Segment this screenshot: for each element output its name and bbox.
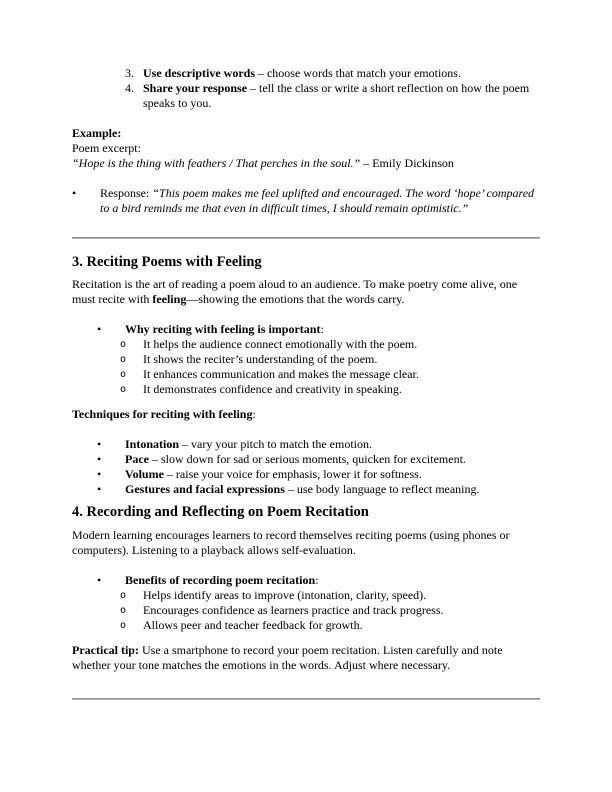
- numbered-item-text: [143, 66, 540, 81]
- techniques-rest: :: [252, 407, 256, 421]
- list-item: [97, 452, 540, 467]
- sub-item-text: Encourages confidence as learners practice and track progress.: [143, 603, 444, 617]
- item-rest: – choose words that match your emotions.: [254, 66, 461, 80]
- why-bold: Why reciting with feeling is important: [125, 322, 321, 336]
- sub-item-text: Helps identify areas to improve (intonation, clarity, speed).: [143, 588, 427, 602]
- sub-list-item: [120, 352, 540, 367]
- sub-item-text: Allows peer and teacher feedback for growth.: [143, 618, 363, 632]
- technique-bold: Pace: [125, 452, 149, 466]
- technique-rest: – slow down for sad or serious moments, quicken for excitement.: [148, 452, 466, 466]
- technique-bold: Volume: [125, 467, 164, 481]
- technique-rest: – vary your pitch to match the emotion.: [179, 437, 372, 451]
- horizontal-rule: [72, 237, 540, 239]
- disc-bullet-icon: •: [97, 437, 102, 451]
- list-item: [97, 437, 540, 452]
- example-label: [72, 126, 540, 141]
- disc-bullet-icon: •: [97, 452, 102, 466]
- circle-bullet-icon: o: [120, 369, 127, 380]
- list-item-text: [125, 467, 540, 482]
- response-label: Response:: [100, 186, 153, 200]
- section-3-intro: [72, 277, 540, 307]
- list-item-text: [125, 482, 540, 497]
- technique-rest: – use body language to reflect meaning.: [284, 482, 480, 496]
- section-4-intro: Modern learning encourages learners to record themselves reciting poems (using phones or computers). Listening to a playback allows self-evaluation.: [72, 528, 510, 557]
- intro-text: Recitation is the art of reading a poem aloud to an audience. To make poetry come alive, one must recite with: [72, 277, 518, 306]
- response-quote: “This poem makes me feel uplifted and encouraged. The word ‘hope’ compared to a bird reminds me that even in difficult times, I should remain optimistic.”: [100, 186, 535, 215]
- disc-bullet-icon: •: [97, 573, 102, 587]
- horizontal-rule: [72, 698, 540, 700]
- why-list: [72, 322, 540, 397]
- sub-item-text: It demonstrates confidence and creativity in speaking.: [143, 382, 402, 396]
- section-4-heading: 4. Recording and Reflecting on Poem Recitation: [72, 504, 369, 520]
- circle-bullet-icon: o: [120, 354, 127, 365]
- disc-bullet-icon: •: [97, 482, 102, 496]
- sub-item-text: It enhances communication and makes the message clear.: [143, 367, 419, 381]
- technique-bold: Intonation: [125, 437, 180, 451]
- list-item: [97, 322, 540, 337]
- list-item-text: [125, 573, 540, 588]
- tip-bold: Practical tip:: [72, 643, 139, 657]
- list-item-text: [125, 322, 540, 337]
- sub-list-item: [120, 367, 540, 382]
- list-item: [97, 482, 540, 497]
- disc-bullet-icon: •: [72, 186, 77, 200]
- sub-item-text: It shows the reciter’s understanding of the poem.: [143, 352, 378, 366]
- techniques-list: [72, 437, 540, 497]
- circle-bullet-icon: o: [120, 384, 127, 395]
- item-lead-bold: Share your response: [143, 81, 248, 95]
- list-item: [97, 573, 540, 588]
- sub-list-item: [120, 618, 540, 633]
- item-rest: – tell the class or write a short reflection on how the poem speaks to you.: [143, 81, 530, 110]
- disc-bullet-icon: •: [97, 322, 102, 336]
- list-item-text: [125, 452, 540, 467]
- example-block: [72, 126, 540, 171]
- item-lead-bold: Use descriptive words: [143, 66, 255, 80]
- numbered-item: [125, 81, 540, 111]
- sub-list-item: [120, 337, 540, 352]
- response-text: [100, 186, 540, 216]
- response-item: [72, 186, 540, 216]
- technique-rest: – raise your voice for emphasis, lower it for softness.: [163, 467, 422, 481]
- techniques-label: [72, 407, 540, 422]
- intro-bold: feeling: [152, 292, 187, 306]
- intro-text: —showing the emotions that the words carry.: [186, 292, 405, 306]
- tip-rest: Use a smartphone to record your poem recitation. Listen carefully and note whether your tone matches the emotions in the words. Adjust where necessary.: [72, 643, 503, 672]
- list-item: [97, 467, 540, 482]
- techniques-bold: Techniques for reciting with feeling: [72, 407, 253, 421]
- poem-excerpt-label: Poem excerpt:: [72, 141, 141, 155]
- numbered-list: [125, 66, 540, 111]
- circle-bullet-icon: o: [120, 605, 127, 616]
- sub-list-item: [120, 603, 540, 618]
- why-rest: :: [320, 322, 324, 336]
- numbered-item: [125, 66, 540, 81]
- benefits-rest: :: [315, 573, 319, 587]
- numbered-item-text: [143, 81, 540, 111]
- list-number: 4.: [125, 81, 134, 95]
- sub-list-item: [120, 588, 540, 603]
- circle-bullet-icon: o: [120, 339, 127, 350]
- circle-bullet-icon: o: [120, 590, 127, 601]
- sub-item-text: It helps the audience connect emotionally with the poem.: [143, 337, 418, 351]
- list-number: 3.: [125, 66, 134, 80]
- poem-quote-line: [72, 156, 540, 171]
- disc-bullet-icon: •: [97, 467, 102, 481]
- sub-list-item: [120, 382, 540, 397]
- technique-bold: Gestures and facial expressions: [125, 482, 285, 496]
- example-label-text: Example:: [72, 126, 122, 140]
- circle-bullet-icon: o: [120, 620, 127, 631]
- poem-quote: “Hope is the thing with feathers / That perches in the soul.”: [72, 156, 361, 170]
- poem-attribution: – Emily Dickinson: [360, 156, 454, 170]
- practical-tip: [72, 643, 540, 673]
- section-3-heading: 3. Reciting Poems with Feeling: [72, 254, 262, 270]
- benefits-bold: Benefits of recording poem recitation: [125, 573, 316, 587]
- benefits-list: [72, 573, 540, 633]
- list-item-text: [125, 437, 540, 452]
